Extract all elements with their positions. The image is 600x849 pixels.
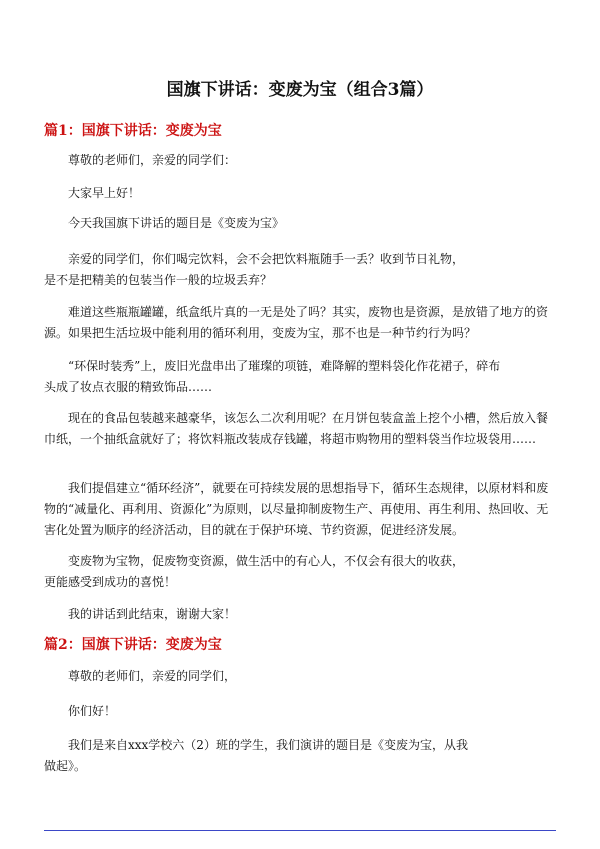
paragraph: “环保时装秀”上，废旧光盘串出了璀璨的项链，难降解的塑料袋化作花裙子，碎布头成了妆点衣服的精致饰品…… bbox=[44, 359, 501, 394]
paragraph: 今天我国旗下讲话的题目是《变废为宝》 bbox=[68, 216, 285, 230]
footer-divider bbox=[44, 830, 556, 831]
paragraph: 亲爱的同学们，你们喝完饮料，会不会把饮料瓶随手一丢？收到节日礼物，是不是把精美的包装当作一般的垃圾丢弃？ bbox=[44, 252, 465, 287]
paragraph: 你们好！ bbox=[68, 704, 117, 718]
paragraph: 我们是来自xxx学校六（2）班的学生，我们演讲的题目是《变废为宝，从我做起》。 bbox=[44, 738, 468, 773]
paragraph: 尊敬的老师们，亲爱的同学们， bbox=[68, 669, 237, 683]
paragraph: 大家早上好！ bbox=[68, 186, 141, 200]
page-title: 国旗下讲话：变废为宝（组合3篇） bbox=[166, 80, 434, 100]
paragraph: 我的讲话到此结束，谢谢大家！ bbox=[68, 607, 237, 621]
paragraph: 尊敬的老师们，亲爱的同学们： bbox=[68, 153, 237, 167]
paragraph: 变废物为宝物，促废物变资源，做生活中的有心人，不仅会有很大的收获，更能感受到成功的喜悦！ bbox=[44, 554, 465, 589]
paragraph: 现在的食品包装越来越豪华，该怎么二次利用呢？在月饼包装盒盖上挖个小槽，然后放入餐巾纸，一个抽纸盒就好了；将饮料瓶改装成存钱罐，将超市购物用的塑料袋当作垃圾袋用…… bbox=[44, 411, 549, 446]
paragraph: 难道这些瓶瓶罐罐，纸盒纸片真的一无是处了吗？其实，废物也是资源，是放错了地方的资源。如果把生活垃圾中能利用的循环利用，变废为宝，那不也是一种节约行为吗？ bbox=[44, 305, 549, 340]
section-1-heading: 篇1：国旗下讲话：变废为宝 bbox=[44, 123, 222, 139]
section-2-heading: 篇2：国旗下讲话：变废为宝 bbox=[44, 637, 222, 653]
paragraph: 我们提倡建立“循环经济”，就要在可持续发展的思想指导下，循环生态规律，以原材料和废物的“减量化、再利用、资源化”为原则，以尽量抑制废物生产、再使用、再生利用、热回收、无害化处置为顺序的经济活动，目的就在于保护环境、节约资源，促进经济发展。 bbox=[44, 481, 549, 537]
